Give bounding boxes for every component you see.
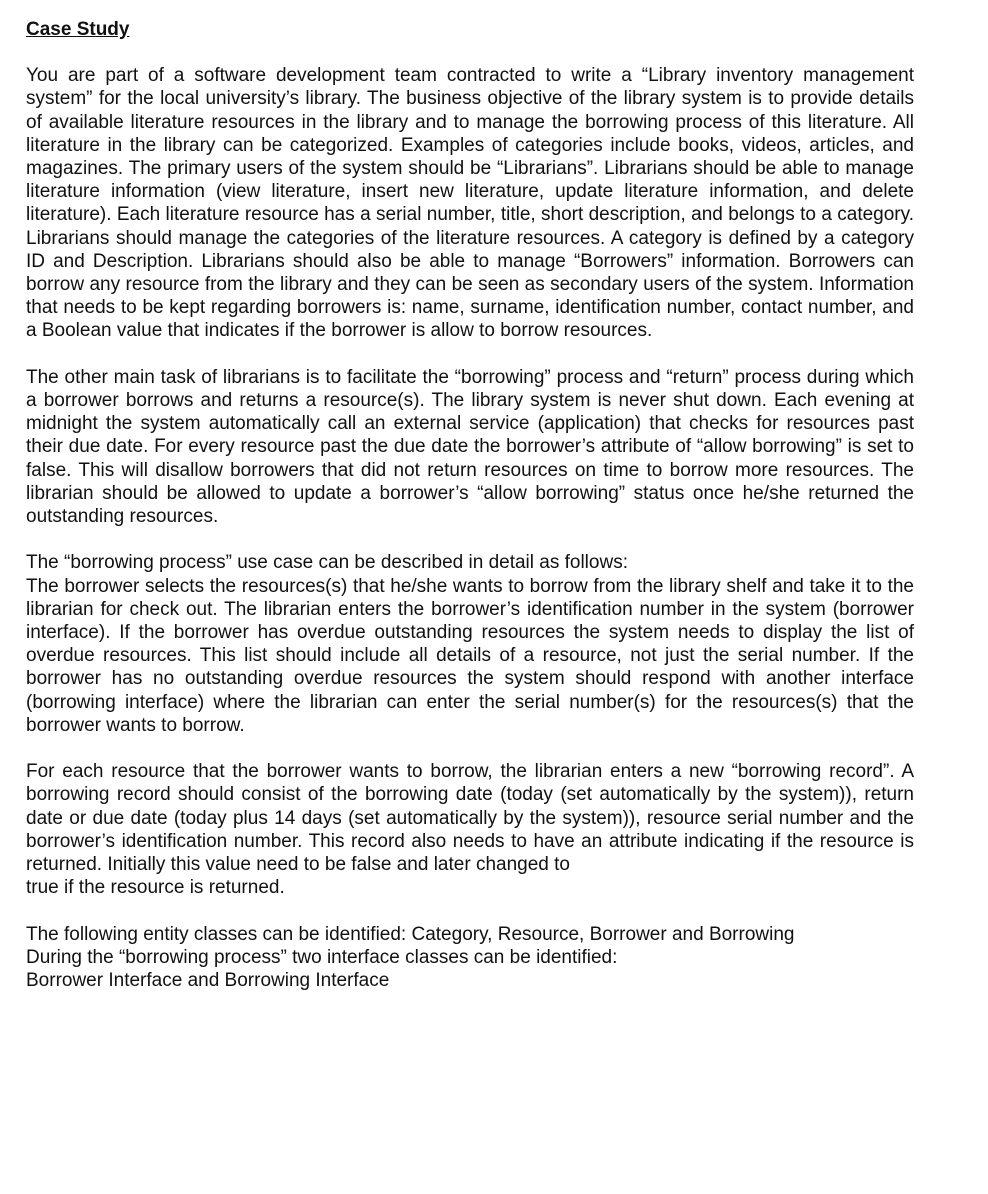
- intro-paragraph: You are part of a software development team contracted to write a “Library inventory management system” for the local university’s library. The business objective of the library system is to provide details of available literature resources in the library and to manage the borrowing process of this literature. All literature in the library can be categorized. Examples of categories include books, videos, articles, and magazines. The primary users of the system should be “Librarians”. Librarians should be able to manage literature information (view literature, insert new literature, update literature information, and delete literature). Each literature resource has a serial number, title, short description, and belongs to a category. Librarians should manage the categories of the literature resources. A category is defined by a category ID and Description. Librarians should also be able to manage “Borrowers” information. Borrowers can borrow any resource from the library and they can be seen as secondary users of the system. Information that needs to be kept regarding borrowers is: name, surname, identification number, contact number, and a Boolean value that indicates if the borrower is allow to borrow resources.: [26, 65, 914, 342]
- borrowing-process-paragraph: The borrower selects the resources(s) that he/she wants to borrow from the library shelf and take it to the librarian for check out. The librarian enters the borrower’s identification number in the system (borrower interface). If the borrower has overdue outstanding resources the system needs to display the list of overdue resources. This list should include all details of a resource, not just the serial number. If the borrower has no outstanding overdue resources the system should respond with another interface (borrowing interface) where the librarian can enter the serial number(s) for the resources(s) that the borrower wants to borrow.: [26, 575, 914, 736]
- borrowing-intro-line: The “borrowing process” use case can be described in detail as follows:: [26, 552, 628, 574]
- document-page: [26, 18, 914, 992]
- librarian-task-paragraph: The other main task of librarians is to facilitate the “borrowing” process and “return” process during which a borrower borrows and returns a resource(s). The library system is never shut down. Each evening at midnight the system automatically call an external service (application) that checks for resources past their due date. For every resource past the due date the borrower’s attribute of “allow borrowing” is set to false. This will disallow borrowers that did not return resources on time to borrow more resources. The librarian should be allowed to update a borrower’s “allow borrowing” status once he/she returned the outstanding resources.: [26, 366, 914, 528]
- case-study-title: Case Study: [26, 19, 130, 40]
- entity-classes-line: The following entity classes can be identified: Category, Resource, Borrower and Borrowing: [26, 923, 795, 945]
- borrowing-record-tail: true if the resource is returned.: [26, 877, 285, 899]
- borrowing-record-paragraph: For each resource that the borrower wants to borrow, the librarian enters a new “borrowing record”. A borrowing record should consist of the borrowing date (today (set automatically by the system)), return date or due date (today plus 14 days (set automatically by the system)), resource serial number and the borrower’s identification number. This record also needs to have an attribute indicating if the resource is returned. Initially this value need to be false and later changed to: [26, 761, 914, 876]
- interface-classes-list: Borrower Interface and Borrowing Interface: [26, 970, 390, 992]
- classes-section: [26, 923, 914, 993]
- interface-classes-line: During the “borrowing process” two interface classes can be identified:: [26, 946, 618, 968]
